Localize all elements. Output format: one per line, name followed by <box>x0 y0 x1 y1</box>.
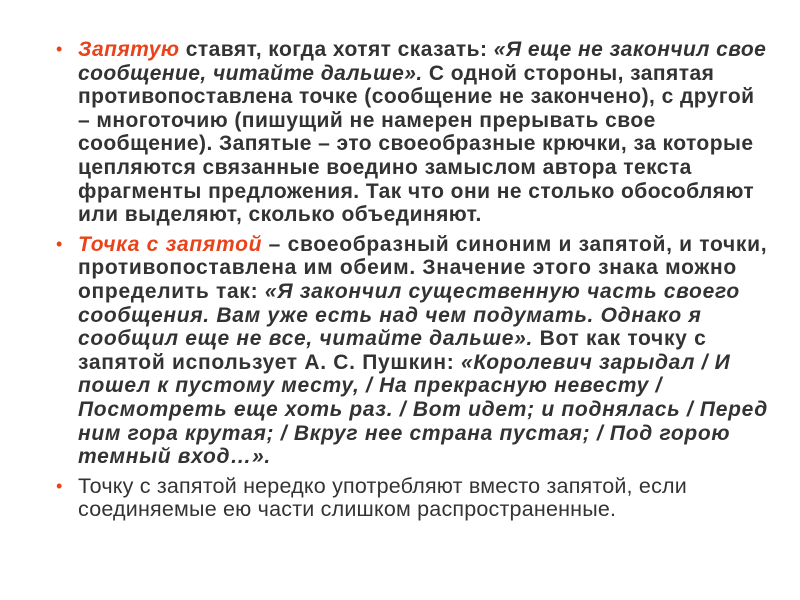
comma-text-c: С одной стороны, запятая противопоставлена точке (сообщение не закончено), с другой – многоточию (пишущий не намерен прерывать свое сообщение). Запятые – это своеобразные крючки, за которые цепляются связанные воедино замыслом автора текста фрагменты предложения. Так что они не столько обособляют или выделяют, сколько объединяют. <box>78 61 755 227</box>
bullet-list <box>78 38 768 528</box>
comma-text-a: ставят, когда хотят сказать: <box>179 38 494 61</box>
bullet-usage-note <box>78 475 768 522</box>
bullet-comma <box>78 38 768 227</box>
semicolon-text-c: Вот как точку с запятой использует А. С. Пушкин: <box>78 327 707 374</box>
semicolon-quote: «Я закончил существенную часть своего сообщения. Вам уже есть над чем подумать. Однако я сообщил еще не все, читайте дальше». <box>78 279 740 351</box>
term-semicolon: Точка с запятой <box>78 232 263 256</box>
bullet-semicolon <box>78 233 768 469</box>
semicolon-text-a: – своеобразный синоним и запятой, и точки, противопоставлена им обеим. Значение этого знака можно определить так: <box>78 232 768 303</box>
pushkin-quote: «Королевич зарыдал / И пошел к пустому месту, / На прекрасную невесту / Посмотреть еще хоть раз. / Вот идет; и поднялась / Перед ним гора крутая; / Вкруг нее страна пустая; / Под горою темный вход…». <box>78 350 768 469</box>
usage-note-text: Точку с запятой нередко употребляют вместо запятой, если соединяемые ею части слишком распространенные. <box>78 473 687 522</box>
comma-quote: «Я еще не закончил свое сообщение, читайте дальше». <box>78 38 767 85</box>
term-comma: Запятую <box>78 38 180 61</box>
